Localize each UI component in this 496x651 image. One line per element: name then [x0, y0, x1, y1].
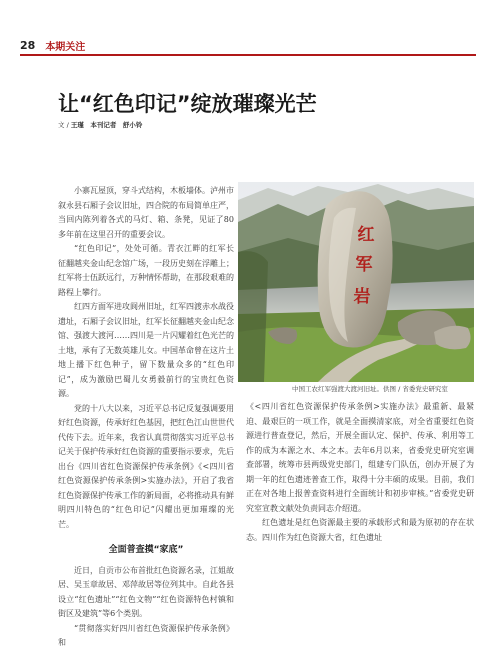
body-paragraph: “贯彻落实好四川省红色资源保护传承条例》和 — [58, 623, 234, 647]
header-divider — [20, 54, 476, 56]
article-photo — [238, 182, 474, 382]
body-paragraph: 红四方面军进攻阆州旧址，红军四渡赤水战役遗址，石厢子会议旧址，红军长征翻越夹金山纪念馆、强渡大渡河……四川是一片闪耀着红色光芒的土地，承有了无数英雄儿女。中国革命曾在这片土地上播下红色种子，留下数量众多的“红色印记”，成为激励巴蜀儿女勇毅前行的宝贵红色资源。 — [58, 302, 234, 398]
photo-caption: 中国工农红军强渡大渡河旧址。供图 / 省委党史研究室 — [292, 385, 448, 393]
rock-inscription-char-2: 军 — [355, 255, 373, 275]
article-byline — [58, 120, 142, 129]
red-army-rock-photo — [238, 182, 474, 382]
article-title: 让“红色印记”绽放璀璨光芒 — [58, 92, 317, 116]
page-header — [20, 38, 85, 53]
body-paragraph: “红色印记”，处处可循。青衣江畔的红军长征翻越夹金山纪念馆广场，一段历史刻在浮雕上；红军将士伍跃远行，万种情怀帮助，在那段艰难的路程上攀行。 — [58, 244, 234, 297]
rock-inscription-char-1: 红 — [357, 225, 375, 245]
byline-authors: 王瑾 本刊记者 舒小铃 — [70, 121, 143, 129]
section-subheading: 全面普查摸“家底” — [108, 545, 184, 555]
body-paragraph: 《<四川省红色资源保护传承条例>实施办法》最重新、最紧迫、最艰巨的一项工作，就是全面摸清家底，对全省重要红色资源进行普查登记，然后，开展全面认定、保护、传承、利用等工作的成为本源之水、本之本。去年6月以来，省委党史研究室调查部署，统筹市县两级党史部门，组建专门队伍，创办开展了为期一年的红色遗迹普查工作，取得十分丰硕的成果。目前，我们正在对各地上报普查资料进行全面统计和初步审核。”省委党史研究室宣教文献处负责同志介绍道。 — [246, 402, 474, 513]
byline-prefix: 文 / — [58, 121, 71, 129]
left-column — [58, 184, 234, 651]
section-label: 本期关注 — [45, 42, 86, 53]
page-number: 28 — [20, 39, 36, 52]
body-paragraph: 小寨瓦屋顶，穿斗式结构，木板墙体。泸州市叙永县石厢子会议旧址，四合院的布局简单庄严，当回内陈列着各式的马灯、箱、条凳，见证了80多年前在这里召开的重要会议。 — [58, 186, 234, 239]
rock-inscription-char-3: 岩 — [353, 287, 371, 307]
body-paragraph: 红色遗址是红色资源最主要的承载形式和最为原初的存在状态。四川作为红色资源大省，红色遗址 — [246, 518, 474, 542]
body-paragraph: 近日，自贡市公布首批红色资源名录，江姐故居、吴玉章故居、邓萍故居等位列其中。自此各县设立“红色遗址”“红色文物”“红色资源特色村镇和街区及建筑”等6个类别。 — [58, 565, 234, 618]
body-paragraph: 党的十八大以来，习近平总书记反复强调要用好红色资源，传承好红色基因，把红色江山世世代代传下去。近年来，我省认真贯彻落实习近平总书记关于保护传承好红色资源的重要指示要求，先后出台《四川省红色资源保护传承条例》《<四川省红色资源保护传承条例>实施办法》，开启了我省红色资源保护传承工作的新局面，必将推动具有鲜明四川特色的“红色印记”闪耀出更加璀璨的光芒。 — [58, 403, 234, 529]
right-column — [246, 400, 474, 545]
